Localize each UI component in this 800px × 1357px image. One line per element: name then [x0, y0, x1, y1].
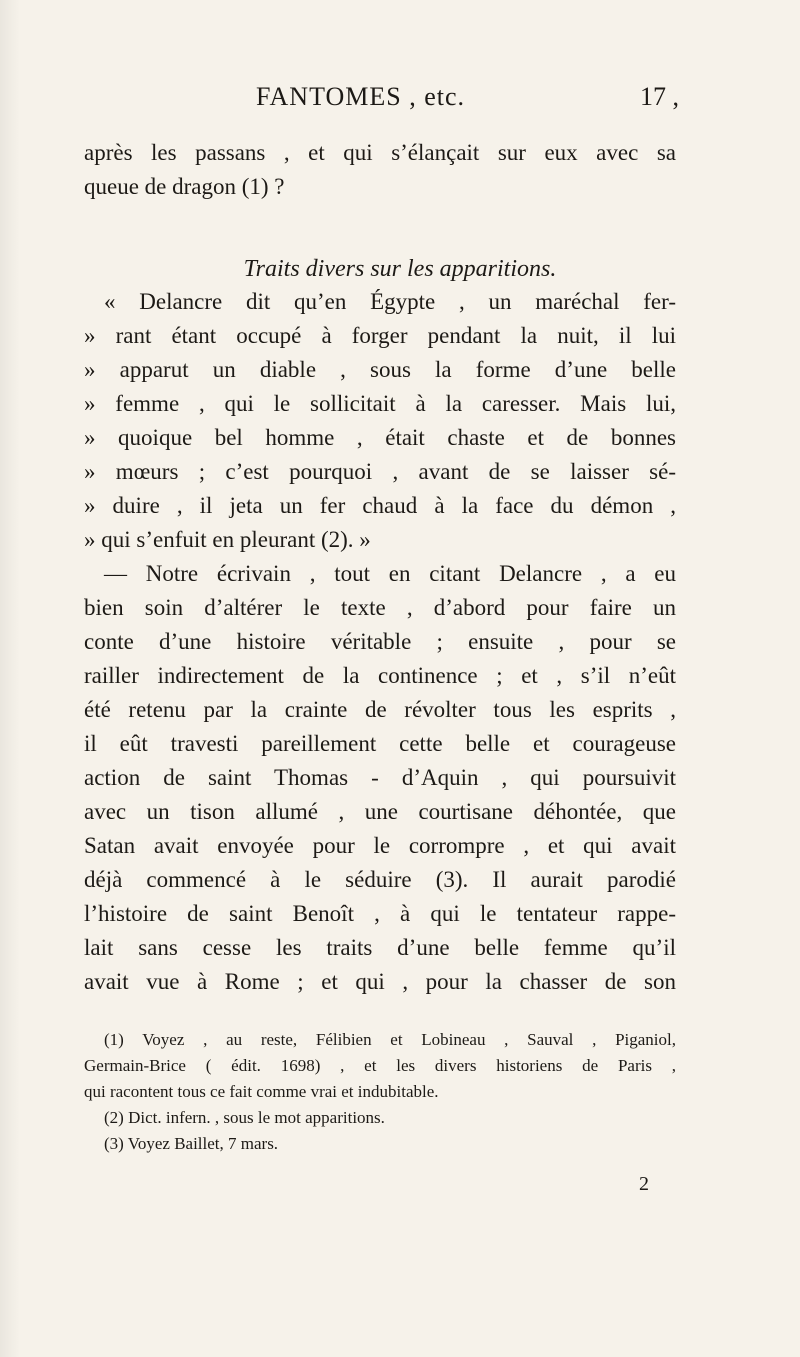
page-edge-shadow: [0, 0, 20, 1357]
footnote-3: (3) Voyez Baillet, 7 mars.: [104, 1134, 279, 1153]
commentary-line-11: l’histoire de saint Benoît , à qui le tentateur rappe-: [84, 901, 676, 926]
commentary-line-5: été retenu par la crainte de révolter tous les esprits ,: [84, 697, 676, 722]
commentary-line-4: railler indirectement de la continence ; et , s’il n’eût: [84, 663, 676, 688]
quote-line-8: » qui s’enfuit en pleurant (2). »: [84, 527, 371, 552]
commentary-line-3: conte d’une histoire véritable ; ensuite , pour se: [84, 629, 676, 654]
commentary-line-8: avec un tison allumé , une courtisane déhontée, que: [84, 799, 676, 824]
commentary-line-10: déjà commencé à le séduire (3). Il aurait parodié: [84, 867, 676, 892]
commentary-line-7: action de saint Thomas - d’Aquin , qui poursuivit: [84, 765, 676, 790]
quote-line-2: » rant étant occupé à forger pendant la nuit, il lui: [84, 323, 676, 348]
quote-line-3: » apparut un diable , sous la forme d’une belle: [84, 357, 676, 382]
footnote-1-line-3: qui racontent tous ce fait comme vrai et indubitable.: [84, 1082, 439, 1101]
intro-line-2: queue de dragon (1) ?: [84, 174, 285, 199]
signature-mark: 2: [639, 1173, 649, 1195]
quote-line-4: » femme , qui le sollicitait à la caresser. Mais lui,: [84, 391, 676, 416]
running-head: FANTOMES , etc.: [256, 82, 466, 111]
section-title: Traits divers sur les apparitions.: [243, 256, 557, 282]
page-number: 17 ,: [640, 82, 679, 111]
commentary-line-13: avait vue à Rome ; et qui , pour la chasser de son: [84, 969, 676, 994]
quote-line-1: « Delancre dit qu’en Égypte , un maréchal fer-: [104, 289, 676, 314]
quote-line-6: » mœurs ; c’est pourquoi , avant de se laisser sé-: [84, 459, 676, 484]
quote-line-7: » duire , il jeta un fer chaud à la face du démon ,: [84, 493, 676, 518]
footnote-1-line-1: (1) Voyez , au reste, Félibien et Lobineau , Sauval , Piganiol,: [104, 1030, 676, 1049]
commentary-line-2: bien soin d’altérer le texte , d’abord pour faire un: [84, 595, 676, 620]
commentary-line-6: il eût travesti pareillement cette belle et courageuse: [84, 731, 676, 756]
commentary-line-1: — Notre écrivain , tout en citant Delancre , a eu: [104, 561, 676, 586]
footnote-2: (2) Dict. infern. , sous le mot apparitions.: [104, 1108, 385, 1127]
quote-line-5: » quoique bel homme , était chaste et de bonnes: [84, 425, 676, 450]
footnote-1-line-2: Germain-Brice ( édit. 1698) , et les divers historiens de Paris ,: [84, 1056, 676, 1075]
intro-line-1: après les passans , et qui s’élançait sur eux avec sa: [84, 140, 676, 165]
commentary-line-12: lait sans cesse les traits d’une belle femme qu’il: [84, 935, 676, 960]
commentary-line-9: Satan avait envoyée pour le corrompre , et qui avait: [84, 833, 676, 858]
